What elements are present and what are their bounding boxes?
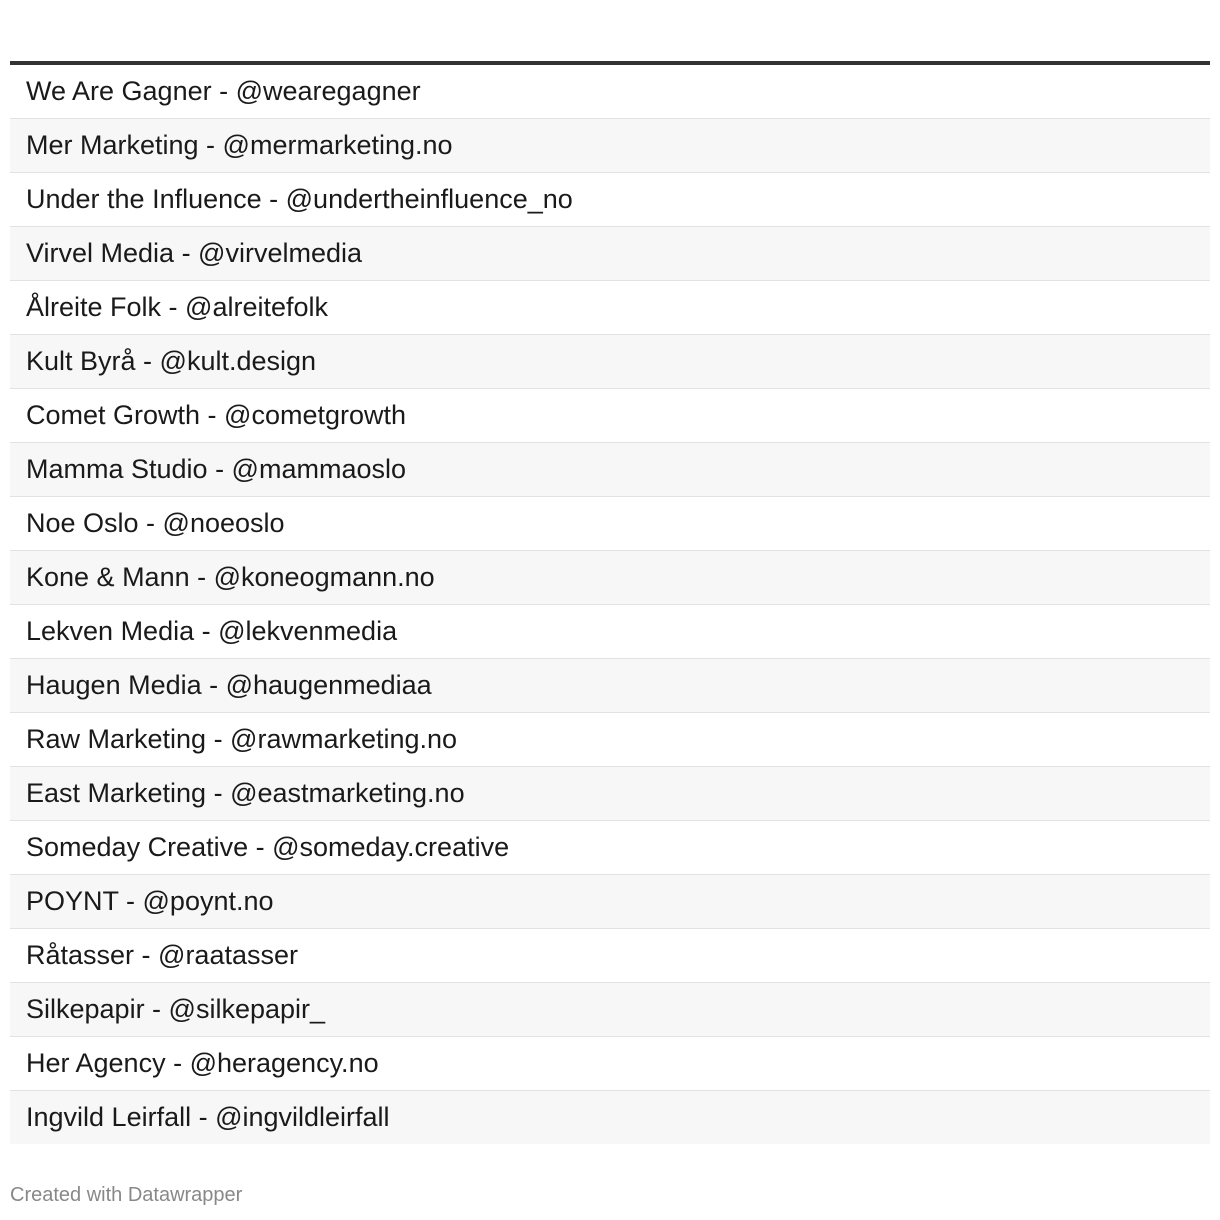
table-row xyxy=(10,713,1210,767)
table-row xyxy=(10,1091,1210,1144)
table-cell: Noe Oslo - @noeoslo xyxy=(26,508,285,538)
table-cell: Mamma Studio - @mammaoslo xyxy=(26,454,407,484)
table-cell: Lekven Media - @lekvenmedia xyxy=(26,616,398,646)
table-cell: Råtasser - @raatasser xyxy=(26,940,298,970)
table-cell: POYNT - @poynt.no xyxy=(26,886,274,916)
table-row xyxy=(10,875,1210,929)
table-row xyxy=(10,389,1210,443)
table-row xyxy=(10,443,1210,497)
table-row xyxy=(10,605,1210,659)
table-row xyxy=(10,173,1210,227)
table-cell: Silkepapir - @silkepapir_ xyxy=(26,994,326,1024)
datawrapper-credit[interactable]: Created with Datawrapper xyxy=(10,1184,243,1206)
table-row xyxy=(10,659,1210,713)
table-cell: Comet Growth - @cometgrowth xyxy=(26,400,407,430)
table-row xyxy=(10,65,1210,119)
table-cell: Virvel Media - @virvelmedia xyxy=(26,238,363,268)
data-table xyxy=(10,61,1210,1144)
table-cell: Mer Marketing - @mermarketing.no xyxy=(26,130,453,160)
table-row xyxy=(10,497,1210,551)
table-row xyxy=(10,119,1210,173)
table-row xyxy=(10,929,1210,983)
table-row xyxy=(10,281,1210,335)
table-cell: Ålreite Folk - @alreitefolk xyxy=(26,292,328,322)
table-cell: Kult Byrå - @kult.design xyxy=(26,346,317,376)
table-row xyxy=(10,227,1210,281)
table-cell: Her Agency - @heragency.no xyxy=(26,1048,379,1078)
table-cell: East Marketing - @eastmarketing.no xyxy=(26,778,465,808)
table-row xyxy=(10,983,1210,1037)
table-cell: Ingvild Leirfall - @ingvildleirfall xyxy=(26,1102,390,1132)
table-cell: Someday Creative - @someday.creative xyxy=(26,832,510,862)
table-row xyxy=(10,767,1210,821)
table-cell: Kone & Mann - @koneogmann.no xyxy=(26,562,435,592)
table-row xyxy=(10,821,1210,875)
table-body xyxy=(10,65,1210,1144)
table-row xyxy=(10,1037,1210,1091)
table-cell: Raw Marketing - @rawmarketing.no xyxy=(26,724,458,754)
table-row xyxy=(10,335,1210,389)
table-cell: Haugen Media - @haugenmediaa xyxy=(26,670,432,700)
table-cell: Under the Influence - @undertheinfluence_no xyxy=(26,184,573,214)
table-row xyxy=(10,551,1210,605)
table-cell: We Are Gagner - @wearegagner xyxy=(26,76,421,106)
